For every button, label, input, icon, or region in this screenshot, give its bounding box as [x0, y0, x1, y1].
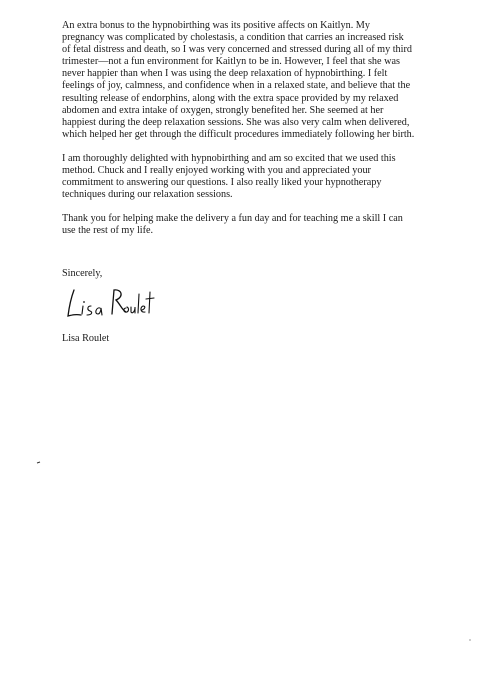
text-line: which helped her get through the difficult procedures immediately following her birth.	[62, 128, 415, 140]
text-line: techniques during our relaxation sessions.	[62, 189, 233, 201]
handwritten-signature	[62, 284, 162, 324]
text-line: I am thoroughly delighted with hypnobirthing and am so excited that we used this	[62, 152, 396, 164]
text-line: commitment to answering our questions. I also really liked your hypnotherapy	[62, 177, 382, 189]
text-line: abdomen and extra intake of oxygen, strongly benefited her. She seemed at her	[62, 104, 384, 116]
signer-name: Lisa Roulet	[62, 333, 110, 344]
text-line: trimester—not a fun environment for Kaitlyn to be in. However, I feel that she was	[62, 56, 400, 68]
text-line: happiest during the deep relaxation sessions. She was also very calm when delivered,	[62, 116, 410, 128]
paragraph-benefits	[62, 20, 472, 141]
paragraph-thanks	[62, 213, 472, 237]
paragraph-delight	[62, 153, 472, 201]
text-line: resulting release of endorphins, along with the extra space provided by my relaxed	[62, 92, 399, 104]
letter-body	[62, 20, 472, 250]
text-line: of fetal distress and death, so I was very concerned and stressed during all of my third	[62, 44, 412, 56]
text-line: feelings of joy, calmness, and confidence when in a relaxed state, and believe that the	[62, 80, 411, 92]
text-line: An extra bonus to the hypnobirthing was its positive affects on Kaitlyn. My	[62, 20, 370, 31]
text-line: Thank you for helping make the delivery a fun day and for teaching me a skill I can	[62, 213, 403, 225]
text-line: method. Chuck and I really enjoyed working with you and appreciated your	[62, 165, 371, 177]
text-line: never happier than when I was using the deep relaxation of hypnobirthing. I felt	[62, 68, 388, 80]
text-line: pregnancy was complicated by cholestasis, a condition that carries an increased risk	[62, 32, 404, 44]
closing: Sincerely,	[62, 268, 103, 279]
text-line: use the rest of my life.	[62, 225, 154, 237]
